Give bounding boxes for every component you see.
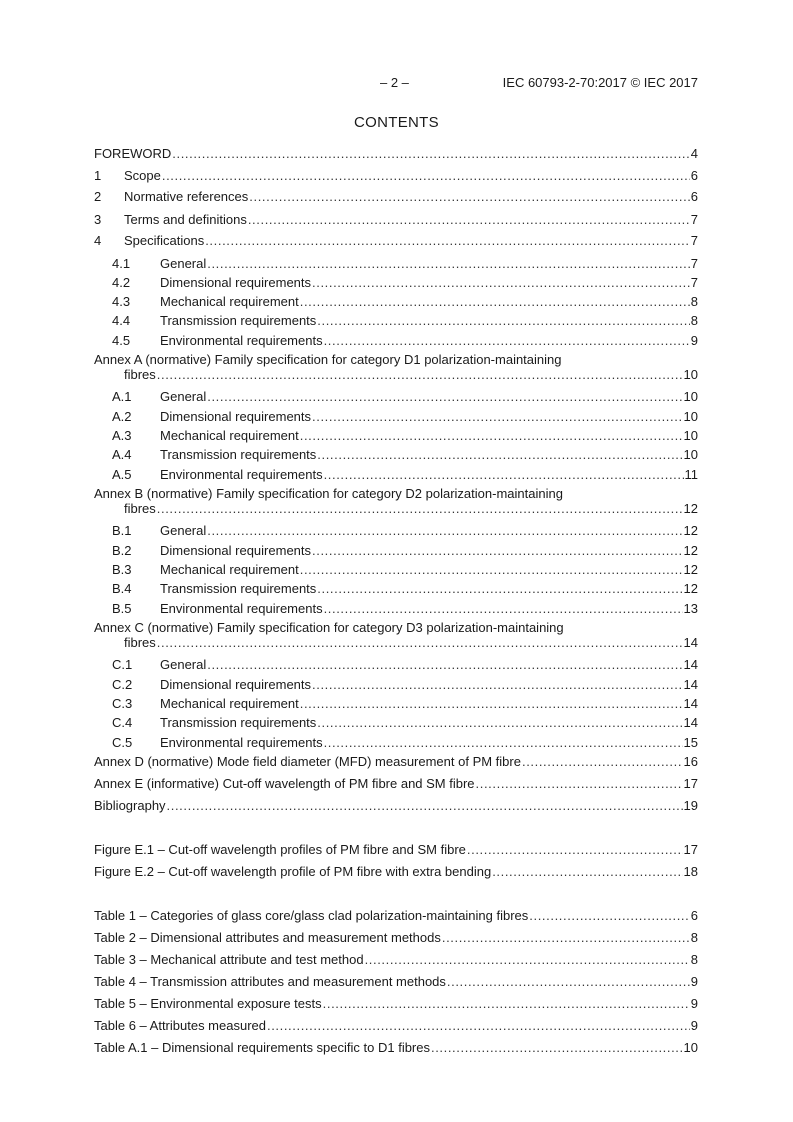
toc-entry-label: Dimensional requirements — [160, 543, 312, 558]
table-page-number: 9 — [690, 996, 698, 1011]
toc-entry-label: Transmission requirements — [160, 581, 317, 596]
dot-leader — [207, 523, 682, 539]
dot-leader — [317, 447, 682, 463]
section-number: A.4 — [112, 447, 132, 462]
list-of-figures-entry[interactable] — [94, 842, 698, 858]
toc-page-number: 14 — [683, 635, 698, 650]
toc-entry-label: Transmission requirements — [160, 715, 317, 730]
dot-leader — [300, 294, 690, 310]
section-number: A.1 — [112, 389, 132, 404]
section-number: 4.5 — [112, 333, 131, 348]
dot-leader — [317, 715, 682, 731]
table-page-number: 9 — [690, 1018, 698, 1033]
dot-leader — [167, 798, 683, 814]
dot-leader — [267, 1018, 690, 1034]
toc-entry-annex-a-title[interactable]: Annex A (normative) Family specification for category D1 polarization-maintaining — [94, 352, 562, 367]
toc-entry-scope[interactable] — [94, 168, 698, 184]
toc-entry-b-4[interactable] — [94, 581, 698, 597]
toc-entry-label: Transmission requirements — [160, 313, 317, 328]
toc-entry-a-3[interactable] — [94, 428, 698, 444]
page-header — [0, 75, 793, 93]
dot-leader — [248, 212, 690, 228]
toc-entry-annex-c[interactable] — [94, 635, 698, 651]
section-number: B.3 — [112, 562, 132, 577]
toc-page-number: 10 — [683, 409, 698, 424]
toc-entry-annex-b-title[interactable]: Annex B (normative) Family specification for category D2 polarization-maintaining — [94, 486, 563, 501]
dot-leader — [249, 189, 689, 205]
table-entry-label: Table 6 – Attributes measured — [94, 1018, 266, 1033]
toc-page-number: 6 — [690, 189, 698, 204]
table-entry-label: Table 2 – Dimensional attributes and measurement methods — [94, 930, 441, 945]
toc-entry-b-1[interactable] — [94, 523, 698, 539]
dot-leader — [205, 233, 690, 249]
section-number: 2 — [94, 189, 102, 204]
toc-entry-c-2[interactable] — [94, 677, 698, 693]
toc-entry-label: Mechanical requirement — [160, 294, 299, 309]
list-of-tables-entry[interactable] — [94, 930, 698, 946]
section-number: 4.4 — [112, 313, 131, 328]
dot-leader — [312, 409, 683, 425]
toc-page-number: 7 — [690, 275, 698, 290]
dot-leader — [323, 996, 690, 1012]
toc-entry-4-5[interactable] — [94, 333, 698, 349]
dot-leader — [324, 601, 683, 617]
toc-entry-bibliography[interactable] — [94, 798, 698, 814]
section-number: 4.3 — [112, 294, 131, 309]
table-entry-label: Table 1 – Categories of glass core/glass clad polarization-maintaining fibres — [94, 908, 529, 923]
dot-leader — [207, 657, 682, 673]
toc-page-number: 12 — [683, 581, 698, 596]
toc-entry-label: Mechanical requirement — [160, 562, 299, 577]
toc-entry-specifications[interactable] — [94, 233, 698, 249]
toc-page-number: 7 — [690, 233, 698, 248]
table-page-number: 10 — [683, 1040, 698, 1055]
dot-leader — [447, 974, 690, 990]
dot-leader — [492, 864, 682, 880]
toc-page-number: 14 — [683, 677, 698, 692]
toc-entry-c-5[interactable] — [94, 735, 698, 751]
toc-page-number: 8 — [690, 294, 698, 309]
toc-page-number: 19 — [683, 798, 698, 813]
dot-leader — [207, 389, 682, 405]
toc-entry-4-1[interactable] — [94, 256, 698, 272]
toc-entry-terms-and-definitions[interactable] — [94, 212, 698, 228]
toc-page-number: 12 — [683, 562, 698, 577]
toc-page-number: 12 — [683, 523, 698, 538]
toc-entry-a-2[interactable] — [94, 409, 698, 425]
toc-entry-a-1[interactable] — [94, 389, 698, 405]
page-title: CONTENTS — [354, 114, 439, 131]
toc-page-number: 8 — [690, 313, 698, 328]
table-entry-label: Table 3 – Mechanical attribute and test method — [94, 952, 364, 967]
toc-entry-label: Terms and definitions — [124, 212, 247, 227]
toc-entry-annex-c-title[interactable]: Annex C (normative) Family specification for category D3 polarization-maintaining — [94, 620, 564, 635]
toc-entry-a-5[interactable] — [94, 467, 698, 483]
section-number: 1 — [94, 168, 102, 183]
toc-page-number: 7 — [690, 212, 698, 227]
toc-entry-b-2[interactable] — [94, 543, 698, 559]
toc-entry-annex-b[interactable] — [94, 501, 698, 517]
dot-leader — [365, 952, 690, 968]
page-number: – 2 – — [380, 75, 409, 90]
section-number: 4.1 — [112, 256, 131, 271]
toc-entry-label: Dimensional requirements — [160, 275, 312, 290]
toc-page-number: 14 — [683, 696, 698, 711]
dot-leader — [324, 467, 684, 483]
list-of-tables-entry[interactable] — [94, 952, 698, 968]
section-number: C.5 — [112, 735, 133, 750]
toc-page-number: 10 — [683, 389, 698, 404]
figure-page-number: 18 — [683, 864, 698, 879]
figure-page-number: 17 — [683, 842, 698, 857]
toc-entry-4-2[interactable] — [94, 275, 698, 291]
document-id: IEC 60793-2-70:2017 © IEC 2017 — [502, 75, 698, 90]
toc-entry-label: Dimensional requirements — [160, 677, 312, 692]
toc-entry-b-3[interactable] — [94, 562, 698, 578]
dot-leader — [157, 367, 683, 383]
dot-leader — [172, 146, 689, 162]
dot-leader — [157, 635, 683, 651]
section-number: C.3 — [112, 696, 133, 711]
section-number: 4.2 — [112, 275, 131, 290]
toc-entry-c-4[interactable] — [94, 715, 698, 731]
toc-entry-a-4[interactable] — [94, 447, 698, 463]
section-number: A.5 — [112, 467, 132, 482]
toc-entry-label: fibres — [124, 367, 156, 382]
toc-entry-4-3[interactable] — [94, 294, 698, 310]
toc-entry-label: fibres — [124, 635, 156, 650]
section-number: C.1 — [112, 657, 133, 672]
section-number: B.1 — [112, 523, 132, 538]
toc-page-number: 10 — [683, 428, 698, 443]
toc-page-number: 9 — [690, 333, 698, 348]
toc-entry-label: Transmission requirements — [160, 447, 317, 462]
section-number: 4 — [94, 233, 102, 248]
toc-entry-annex-a[interactable] — [94, 367, 698, 383]
toc-entry-label: General — [160, 389, 207, 404]
dot-leader — [312, 677, 683, 693]
section-number: C.2 — [112, 677, 133, 692]
toc-entry-label: Environmental requirements — [160, 333, 323, 348]
list-of-figures-entry[interactable] — [94, 864, 698, 880]
table-page-number: 9 — [690, 974, 698, 989]
dot-leader — [324, 735, 683, 751]
section-number: B.2 — [112, 543, 132, 558]
list-of-tables-entry[interactable] — [94, 908, 698, 924]
section-number: 3 — [94, 212, 102, 227]
toc-page-number: 7 — [690, 256, 698, 271]
section-number: A.2 — [112, 409, 132, 424]
table-entry-label: Table 4 – Transmission attributes and measurement methods — [94, 974, 446, 989]
dot-leader — [431, 1040, 683, 1056]
toc-entry-label: General — [160, 657, 207, 672]
dot-leader — [312, 543, 683, 559]
toc-page-number: 14 — [683, 657, 698, 672]
toc-entry-c-3[interactable] — [94, 696, 698, 712]
toc-entry-label: General — [160, 256, 207, 271]
dot-leader — [476, 776, 683, 792]
toc-entry-label: Normative references — [124, 189, 249, 204]
dot-leader — [300, 696, 683, 712]
toc-entry-b-5[interactable] — [94, 601, 698, 617]
toc-entry-c-1[interactable] — [94, 657, 698, 673]
toc-entry-label: Specifications — [124, 233, 205, 248]
toc-page-number: 10 — [683, 367, 698, 382]
table-page-number: 8 — [690, 952, 698, 967]
section-number: C.4 — [112, 715, 133, 730]
section-number: A.3 — [112, 428, 132, 443]
dot-leader — [300, 562, 683, 578]
figure-entry-label: Figure E.2 – Cut-off wavelength profile of PM fibre with extra bending — [94, 864, 492, 879]
toc-page-number: 13 — [683, 601, 698, 616]
list-of-tables-entry[interactable] — [94, 1040, 698, 1056]
toc-page-number: 10 — [683, 447, 698, 462]
toc-entry-label: FOREWORD — [94, 146, 172, 161]
toc-page-number: 11 — [684, 467, 698, 482]
section-number: B.5 — [112, 601, 132, 616]
toc-page-number: 4 — [690, 146, 698, 161]
toc-page-number: 16 — [683, 754, 698, 769]
toc-entry-4-4[interactable] — [94, 313, 698, 329]
toc-entry-normative-references[interactable] — [94, 189, 698, 205]
toc-entry-label: Annex E (informative) Cut-off wavelength of PM fibre and SM fibre — [94, 776, 475, 791]
toc-entry-label: Dimensional requirements — [160, 409, 312, 424]
table-entry-label: Table 5 – Environmental exposure tests — [94, 996, 322, 1011]
table-page-number: 8 — [690, 930, 698, 945]
list-of-tables-entry[interactable] — [94, 1018, 698, 1034]
table-page-number: 6 — [690, 908, 698, 923]
section-number: B.4 — [112, 581, 132, 596]
dot-leader — [529, 908, 689, 924]
toc-page-number: 14 — [683, 715, 698, 730]
dot-leader — [157, 501, 683, 517]
toc-entry-label: Environmental requirements — [160, 601, 323, 616]
toc-page-number: 6 — [690, 168, 698, 183]
toc-entry-label: General — [160, 523, 207, 538]
toc-entry-label: Environmental requirements — [160, 735, 323, 750]
dot-leader — [324, 333, 690, 349]
toc-page-number: 12 — [683, 543, 698, 558]
toc-entry-annex-e[interactable] — [94, 776, 698, 792]
toc-entry-label: fibres — [124, 501, 156, 516]
dot-leader — [300, 428, 683, 444]
dot-leader — [522, 754, 683, 770]
toc-entry-label: Mechanical requirement — [160, 428, 299, 443]
dot-leader — [312, 275, 690, 291]
toc-page-number: 17 — [683, 776, 698, 791]
figure-entry-label: Figure E.1 – Cut-off wavelength profiles of PM fibre and SM fibre — [94, 842, 466, 857]
toc-entry-foreword[interactable] — [94, 146, 698, 162]
dot-leader — [317, 313, 689, 329]
toc-entry-label: Environmental requirements — [160, 467, 323, 482]
list-of-tables-entry[interactable] — [94, 996, 698, 1012]
toc-entry-label: Scope — [124, 168, 161, 183]
toc-entry-annex-d[interactable] — [94, 754, 698, 770]
toc-page-number: 12 — [683, 501, 698, 516]
list-of-tables-entry[interactable] — [94, 974, 698, 990]
toc-entry-label: Annex D (normative) Mode field diameter (MFD) measurement of PM fibre — [94, 754, 521, 769]
dot-leader — [442, 930, 690, 946]
table-entry-label: Table A.1 – Dimensional requirements specific to D1 fibres — [94, 1040, 430, 1055]
dot-leader — [207, 256, 690, 272]
toc-entry-label: Bibliography — [94, 798, 166, 813]
dot-leader — [467, 842, 683, 858]
dot-leader — [162, 168, 690, 184]
toc-entry-label: Mechanical requirement — [160, 696, 299, 711]
dot-leader — [317, 581, 682, 597]
toc-page-number: 15 — [683, 735, 698, 750]
